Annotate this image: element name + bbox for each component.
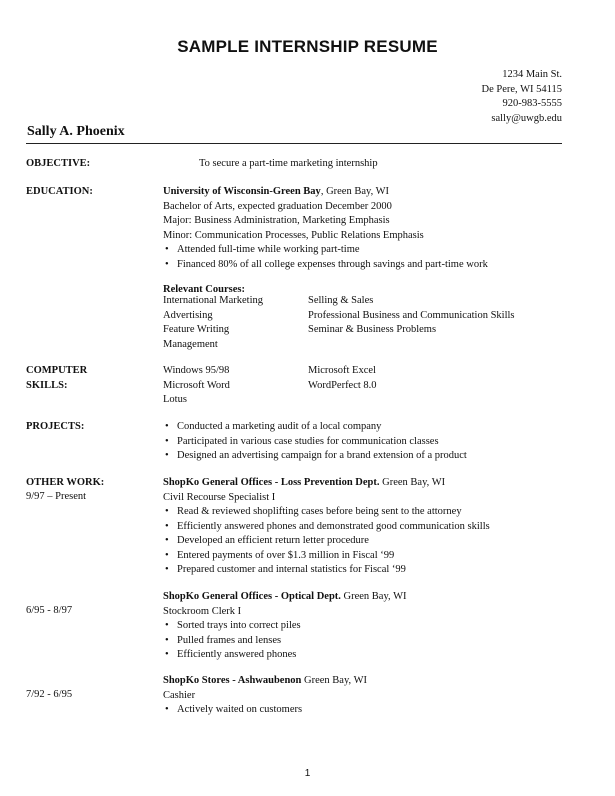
address-city: De Pere, WI 54115 — [481, 83, 562, 95]
list-item: • Pulled frames and lenses — [163, 634, 407, 649]
projects-list — [163, 420, 467, 464]
duties-list — [163, 703, 367, 718]
job-position: Stockroom Clerk I — [163, 605, 242, 617]
bullet-icon: • — [165, 258, 169, 270]
bullet-icon: • — [165, 549, 169, 561]
employer-line — [163, 674, 367, 689]
list-item: • Efficiently answered phones — [163, 648, 407, 663]
employer-location: Green Bay, WI — [301, 675, 368, 686]
employer-name: ShopKo Stores - Ashwaubenon — [163, 675, 302, 686]
course-item: Seminar & Business Problems — [308, 324, 437, 335]
courses-heading: Relevant Courses: — [163, 284, 245, 295]
list-item: • Read & reviewed shoplifting cases before being sent to the attorney — [163, 505, 490, 520]
bullet-icon: • — [165, 634, 169, 646]
course-item: Selling & Sales — [308, 295, 374, 306]
objective-text: To secure a part-time marketing internship — [199, 158, 378, 169]
bullet-icon: • — [165, 620, 169, 631]
projects-label: PROJECTS: — [26, 421, 85, 432]
bullet-icon: • — [165, 520, 169, 532]
list-item: • Prepared customer and internal statistics for Fiscal ‘99 — [163, 563, 490, 578]
skills-right-column — [308, 364, 377, 393]
bullet-icon: • — [165, 244, 169, 255]
skill-item: Microsoft Word — [163, 379, 230, 391]
course-item: Professional Business and Communication Skills — [308, 309, 515, 321]
resume-title: SAMPLE INTERNSHIP RESUME — [177, 37, 438, 56]
list-item: • Conducted a marketing audit of a local company — [163, 420, 467, 435]
phone-number: 920-983-5555 — [502, 98, 562, 109]
job-dates: 6/95 - 8/97 — [26, 605, 73, 616]
education-label: EDUCATION: — [26, 186, 93, 197]
skill-item: Windows 95/98 — [163, 365, 230, 376]
duties-list — [163, 619, 407, 663]
employer-line — [163, 590, 407, 605]
bullet-icon: • — [165, 649, 169, 661]
education-block — [163, 185, 488, 272]
bullet-icon: • — [165, 704, 169, 715]
job-entry — [163, 476, 490, 578]
bullet-icon: • — [165, 506, 169, 517]
employer-location: Green Bay, WI — [379, 477, 446, 488]
list-item: • Participated in various case studies for communication classes — [163, 435, 467, 450]
course-item: Management — [163, 338, 218, 350]
education-bullets — [163, 243, 488, 272]
course-item: International Marketing — [163, 295, 264, 306]
job-position: Civil Recourse Specialist I — [163, 491, 276, 503]
employer-name: ShopKo General Offices - Optical Dept. — [163, 591, 341, 602]
bullet-icon: • — [165, 564, 169, 576]
degree-line: Bachelor of Arts, expected graduation December 2000 — [163, 200, 392, 212]
list-item: • Efficiently answered phones and demonstrated good communication skills — [163, 520, 490, 535]
employer-location: Green Bay, WI — [340, 591, 407, 602]
objective-label: OBJECTIVE: — [26, 158, 91, 169]
list-item: • Designed an advertising campaign for a brand extension of a product — [163, 449, 467, 464]
list-item: • Actively waited on customers — [163, 703, 367, 718]
address-street: 1234 Main St. — [502, 69, 562, 80]
course-item: Feature Writing — [163, 324, 230, 335]
school-line — [163, 185, 488, 200]
major-line: Major: Business Administration, Marketing Emphasis — [163, 215, 390, 226]
list-item: • Entered payments of over $1.3 million in Fiscal ‘99 — [163, 549, 490, 564]
courses-right-column — [308, 294, 515, 338]
list-item: • Developed an efficient return letter procedure — [163, 534, 490, 549]
job-dates: 7/92 - 6/95 — [26, 689, 73, 700]
duties-list — [163, 505, 490, 578]
course-item: Advertising — [163, 309, 213, 321]
job-dates: 9/97 – Present — [26, 491, 87, 502]
list-item: • Sorted trays into correct piles — [163, 619, 407, 634]
bullet-icon: • — [165, 435, 169, 447]
courses-left-column — [163, 294, 263, 352]
list-item: • Financed 80% of all college expenses through savings and part-time work — [163, 258, 488, 273]
computer-skills-label: COMPUTER SKILLS: — [26, 365, 88, 391]
minor-line: Minor: Communication Processes, Public Relations Emphasis — [163, 229, 424, 241]
job-position: Cashier — [163, 689, 196, 701]
applicant-name: Sally A. Phoenix — [27, 124, 125, 139]
employer-name: ShopKo General Offices - Loss Prevention Dept. — [163, 477, 380, 488]
skill-item: Microsoft Excel — [308, 365, 376, 376]
skill-item: Lotus — [163, 394, 187, 405]
header-divider — [26, 143, 562, 144]
skill-item: WordPerfect 8.0 — [308, 379, 377, 391]
school-name: University of Wisconsin-Green Bay — [163, 186, 321, 197]
list-item: • Attended full-time while working part-time — [163, 243, 488, 258]
job-entry — [163, 590, 407, 663]
page-number: 1 — [304, 768, 311, 779]
bullet-icon: • — [165, 535, 169, 547]
other-work-label: OTHER WORK: — [26, 477, 105, 488]
skills-left-column — [163, 364, 230, 408]
bullet-icon: • — [165, 450, 169, 462]
employer-line — [163, 476, 490, 491]
school-location: , Green Bay, WI — [320, 186, 390, 197]
job-entry — [163, 674, 367, 718]
email-address: sally@uwgb.edu — [491, 112, 562, 124]
bullet-icon: • — [165, 421, 169, 432]
